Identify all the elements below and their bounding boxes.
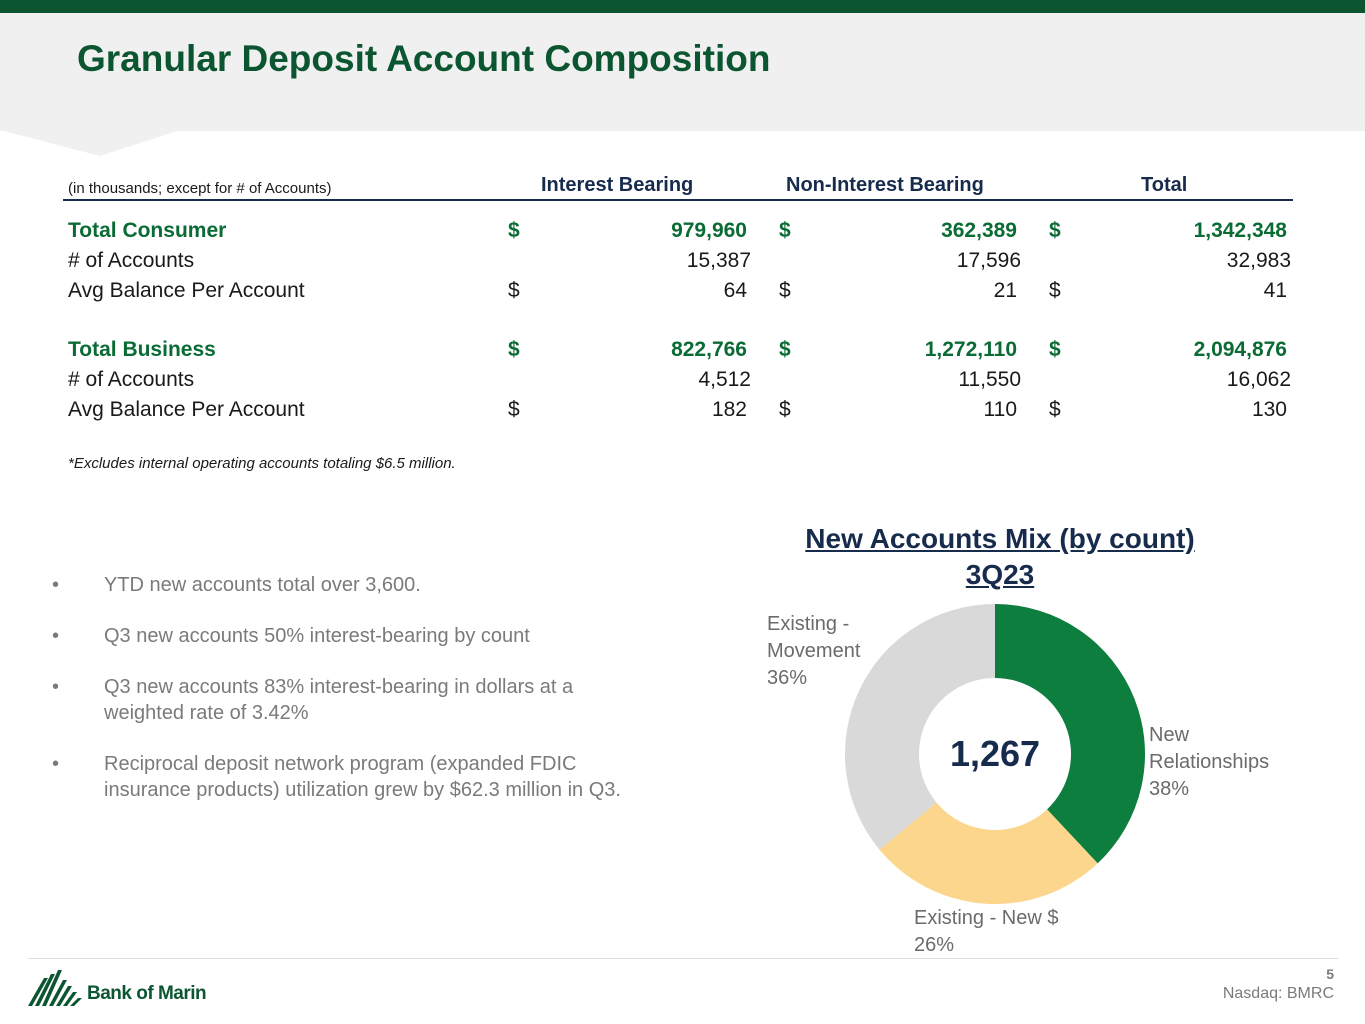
row-label: Total Consumer (68, 219, 227, 242)
table-row-consumer-avg-balance (0, 279, 1365, 307)
footer-rule (28, 958, 1338, 959)
bullet-item (52, 751, 652, 803)
non-interest-bearing-value: 1,272,110 (924, 338, 1017, 361)
slice-name: Existing - New $ (914, 907, 1059, 929)
slice-name: New (1149, 724, 1190, 746)
currency-symbol: $ (1049, 279, 1061, 302)
slice-label-existing-movement (767, 611, 860, 692)
slide-title: Granular Deposit Account Composition (77, 38, 771, 79)
table-row-business-accounts (0, 368, 1365, 396)
bullet-marker: • (52, 574, 60, 596)
bullet-item (52, 674, 652, 726)
bullet-list (52, 572, 652, 828)
currency-symbol: $ (779, 338, 791, 361)
non-interest-bearing-value: 362,389 (941, 219, 1017, 242)
bullet-item (52, 623, 652, 649)
table-row-business-avg-balance (0, 398, 1365, 426)
currency-symbol: $ (1049, 338, 1061, 361)
interest-bearing-value: 64 (723, 279, 747, 302)
currency-symbol: $ (508, 398, 520, 421)
chart-title-line1: New Accounts Mix (by count) (805, 523, 1195, 554)
bullet-item (52, 572, 652, 598)
chart-title (760, 521, 1240, 593)
table-header-rule (63, 199, 1293, 201)
table-footnote: *Excludes internal operating accounts totaling $6.5 million. (68, 455, 456, 472)
non-interest-bearing-value: 11,550 (958, 368, 1021, 391)
slice-percent: 26% (914, 934, 955, 956)
bullet-text: Reciprocal deposit network program (expanded FDIC insurance products) utilization grew by $62.3 million in Q3. (104, 753, 621, 801)
bullet-text: Q3 new accounts 83% interest-bearing in dollars at a weighted rate of 3.42% (104, 676, 574, 724)
slice-percent: 38% (1149, 778, 1190, 800)
column-header-total: Total (1141, 174, 1188, 196)
interest-bearing-value: 182 (711, 398, 747, 421)
row-label: # of Accounts (68, 249, 195, 272)
bullet-marker: • (52, 676, 60, 698)
total-value: 130 (1251, 398, 1287, 421)
currency-symbol: $ (779, 219, 791, 242)
bullet-text: YTD new accounts total over 3,600. (104, 574, 421, 596)
slice-name: Relationships (1149, 751, 1270, 773)
table-row-total-consumer (0, 219, 1365, 247)
top-accent-bar (0, 0, 1365, 13)
ticker-label: Nasdaq: BMRC (1222, 985, 1334, 1002)
slice-name: Existing - (767, 613, 850, 635)
total-value: 16,062 (1226, 368, 1291, 391)
row-label: # of Accounts (68, 368, 195, 391)
donut-center-total: 1,267 (949, 733, 1041, 774)
slice-label-existing-new-dollars (914, 905, 1059, 959)
interest-bearing-value: 979,960 (671, 219, 747, 242)
slice-name: Movement (767, 640, 861, 662)
non-interest-bearing-value: 110 (983, 398, 1017, 421)
slice-label-new-relationships (1149, 722, 1269, 803)
bank-logo-text: Bank of Marin (87, 983, 207, 1004)
currency-symbol: $ (1049, 219, 1061, 242)
table-units-note: (in thousands; except for # of Accounts) (68, 180, 332, 197)
bullet-marker: • (52, 625, 60, 647)
chart-title-line2: 3Q23 (965, 559, 1035, 590)
row-label: Avg Balance Per Account (68, 398, 305, 421)
slice-percent: 36% (767, 667, 808, 689)
currency-symbol: $ (779, 398, 791, 421)
table-row-consumer-accounts (0, 249, 1365, 277)
interest-bearing-value: 15,387 (686, 249, 751, 272)
interest-bearing-value: 822,766 (671, 338, 747, 361)
column-header-non-interest-bearing: Non-Interest Bearing (786, 174, 984, 196)
row-label: Total Business (68, 338, 216, 361)
bank-logo-icon (28, 970, 84, 1008)
non-interest-bearing-value: 21 (993, 279, 1017, 302)
page-number: 5 (1326, 966, 1334, 982)
currency-symbol: $ (508, 279, 520, 302)
non-interest-bearing-value: 17,596 (956, 249, 1021, 272)
total-value: 1,342,348 (1193, 219, 1287, 242)
currency-symbol: $ (508, 219, 520, 242)
total-value: 32,983 (1226, 249, 1291, 272)
bullet-marker: • (52, 753, 60, 775)
currency-symbol: $ (508, 338, 520, 361)
currency-symbol: $ (1049, 398, 1061, 421)
donut-slice-existing-movement (845, 604, 995, 850)
currency-symbol: $ (779, 279, 791, 302)
column-header-interest-bearing: Interest Bearing (541, 174, 694, 196)
header-notch (0, 130, 200, 158)
total-value: 2,094,876 (1193, 338, 1287, 361)
row-label: Avg Balance Per Account (68, 279, 305, 302)
interest-bearing-value: 4,512 (698, 368, 751, 391)
bullet-text: Q3 new accounts 50% interest-bearing by count (104, 625, 530, 647)
table-row-total-business (0, 338, 1365, 366)
total-value: 41 (1263, 279, 1287, 302)
